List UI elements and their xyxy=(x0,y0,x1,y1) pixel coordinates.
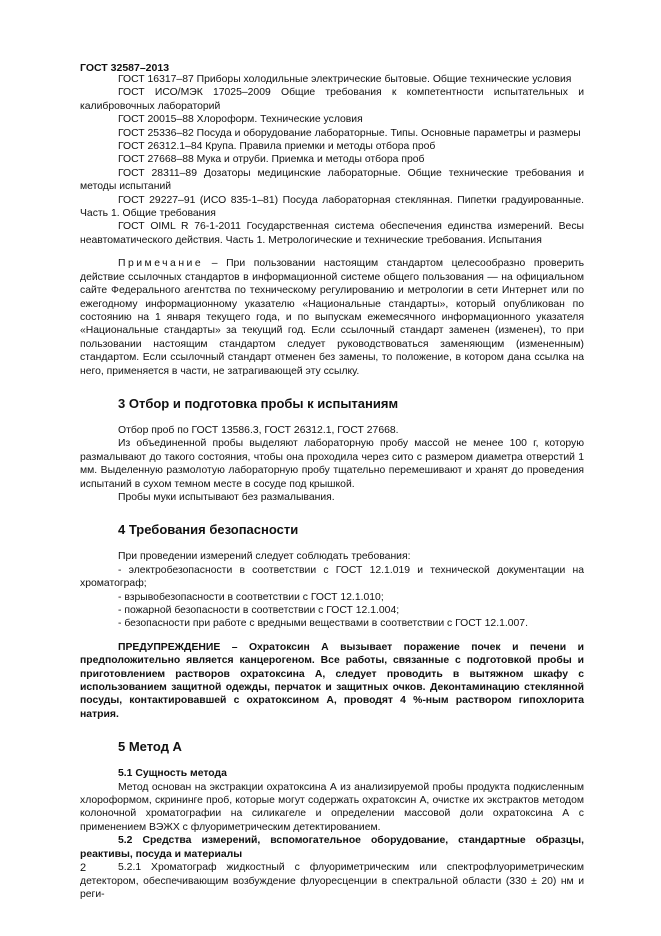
subsection-5-1-heading: 5.1 Сущность метода xyxy=(118,768,227,780)
reference-item: ГОСТ 29227–91 (ИСО 835-1–81) Посуда лабораторная стеклянная. Пипетки градуированные. Часть 1. Общие требования xyxy=(80,194,584,220)
note-paragraph xyxy=(80,257,584,378)
safety-intro: При проведении измерений следует соблюдать требования: xyxy=(118,551,411,563)
section-4-heading: 4 Требования безопасности xyxy=(118,522,299,538)
subsection-5-1-text: Метод основан на экстракции охратоксина А из анализируемой пробы продукта подкисленным хлороформом, скрининге проб, которые могут содержать охратоксин А, очистке их экстрактов методом колоночной хроматографии на силикагеле и определении массовой доли охратоксина А с применением ВЭЖХ с флуориметрическим детектированием. xyxy=(80,781,584,833)
note-label: Примечание xyxy=(118,258,204,270)
document-code-header: ГОСТ 32587–2013 xyxy=(80,62,170,74)
reference-item: ГОСТ 27668–88 Мука и отруби. Приемка и методы отбора проб xyxy=(118,154,425,166)
document-body xyxy=(80,73,584,901)
section-3-paragraph: Из объединенной пробы выделяют лабораторную пробу массой не менее 100 г, которую размалывают до такого состояния, чтобы она проходила через сито с размером диаметра отверстий 1 мм. Выделенную размолотую лабораторную пробу тщательно перемешивают и хранят до проведения испытаний в сухом темном месте в сосуде под крышкой. xyxy=(80,438,584,490)
reference-item: ГОСТ 20015–88 Хлороформ. Технические условия xyxy=(118,114,363,126)
reference-item: ГОСТ 26312.1–84 Крупа. Правила приемки и методы отбора проб xyxy=(118,141,436,153)
reference-item: ГОСТ 28311–89 Дозаторы медицинские лабораторные. Общие технические требования и методы испытаний xyxy=(80,167,584,193)
safety-item: - электробезопасности в соответствии с ГОСТ 12.1.019 и технической документации на хроматограф; xyxy=(80,564,584,590)
section-3-paragraph: Отбор проб по ГОСТ 13586.3, ГОСТ 26312.1, ГОСТ 27668. xyxy=(118,424,399,436)
subsection-5-2-1-text: 5.2.1 Хроматограф жидкостный с флуориметрическим или спектрофлуориметрическим детектором, обеспечивающим возбуждение флуоресценции в спектральной области (330 ± 20) нм и реги- xyxy=(80,862,584,900)
safety-item: - безопасности при работе с вредными веществами в соответствии с ГОСТ 12.1.007. xyxy=(118,618,528,630)
safety-item: - пожарной безопасности в соответствии с ГОСТ 12.1.004; xyxy=(118,605,400,616)
section-3-heading: 3 Отбор и подготовка пробы к испытаниям xyxy=(118,395,399,411)
warning-paragraph: ПРЕДУПРЕЖДЕНИЕ – Охратоксин А вызывает поражение почек и печени и предположительно является канцерогеном. Все работы, связанные с подготовкой пробы и приготовлением растворов охратоксина А, следует проводить в вытяжном шкафу с использованием защитной одежды, перчаток и защитных очков. Деконтаминацию стеклянной посуды, контактировавшей с охратоксином А, проводят 4 %-ным раствором гипохлорита натрия. xyxy=(80,641,584,720)
reference-item: ГОСТ ИСО/МЭК 17025–2009 Общие требования к компетентности испытательных и калибровочных лабораторий xyxy=(80,87,584,112)
section-3-paragraph: Пробы муки испытывают без размалывания. xyxy=(118,491,335,503)
reference-item: ГОСТ 25336–82 Посуда и оборудование лабораторные. Типы. Основные параметры и размеры xyxy=(118,127,581,139)
normative-references-list xyxy=(80,73,584,247)
subsection-5-2-heading: 5.2 Средства измерений, вспомогательное оборудование, стандартные образцы, реактивы, посуда и материалы xyxy=(80,835,584,860)
reference-item: ГОСТ OIML R 76-1-2011 Государственная система обеспечения единства измерений. Весы неавтоматического действия. Часть 1. Метрологические и технические требования. Испытания xyxy=(80,221,584,246)
section-5-heading: 5 Метод А xyxy=(118,739,182,755)
reference-item: ГОСТ 16317–87 Приборы холодильные электрические бытовые. Общие технические условия xyxy=(118,74,572,85)
page-number: 2 xyxy=(80,862,87,874)
note-text: – При пользовании настоящим стандартом целесообразно проверить действие ссылочных стандартов в информационной системе общего пользования — на официальном сайте Федерального агентства по техническому регулированию и метрологии в сети Интернет или по ежегодному информационному указателю «Национальные стандарты», который опубликован по состоянию на 1 января текущего года, и по выпускам ежемесячного информационного указателя «Национальные стандарты» за текущий год. Если ссылочный стандарт заменен (изменен), то при пользовании настоящим стандартом следует руководствоваться заменяющим (измененным) стандартом. Если ссылочный стандарт отменен без замены, то положение, в котором дана ссылка на него, применяется в части, не затрагивающей эту ссылку. xyxy=(80,258,584,377)
safety-item: - взрывобезопасности в соответствии с ГОСТ 12.1.010; xyxy=(118,591,384,603)
